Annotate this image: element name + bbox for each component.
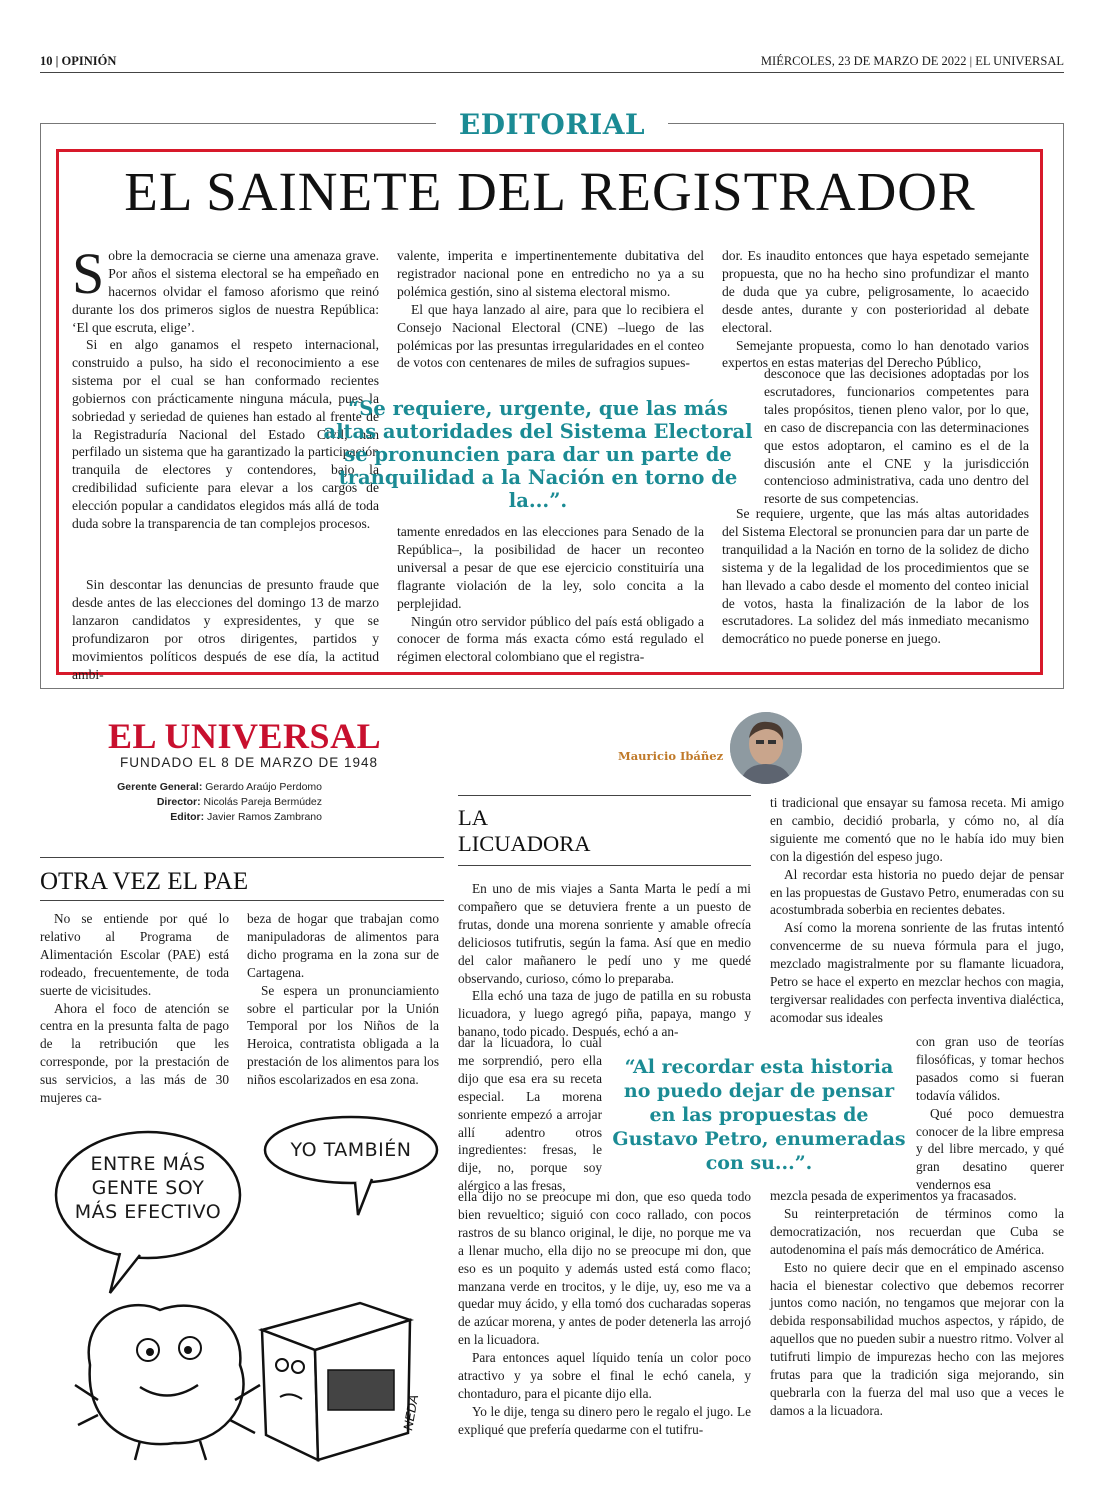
column-paragraph: con gran uso de teorías filosóficas, y tomar hechos pasados como si fueran todavía válidos.	[916, 1034, 1064, 1103]
editorial-paragraph: desconoce que las decisiones adoptadas por los escrutadores, funcionarios competentes para tales propósitos, tienen pleno valor, por lo que, en caso de discrepancia con las determinaciones que estos adoptaron, el camino es el de la discusión ante el CNE y la jurisdicción contencioso administrativa, cada uno dentro del resorte de sus competencias.	[764, 366, 1029, 507]
column-paragraph: ella dijo no se preocupe mi don, que eso queda todo bien revueltico; siguió con coco rallado, con pocos rastros de su blanco original, le dije, no porque me va a llenar mucho, ella dijo no se preocupe mi don, que eso es un poquito y además usted está como flaco; manzana verde en trocitos, y le dije, uy, eso me va a quedar muy ácido, y ella tomó dos cucharadas soperas de azúcar morena, y antes de poder detenerla las arrojó en la licuadora.	[458, 1189, 751, 1348]
staff-row	[60, 795, 322, 810]
header-date: MIÉRCOLES, 23 DE MARZO DE 2022 | EL UNIVERSAL	[760, 54, 1064, 68]
column-paragraph: mezcla pesada de experimentos ya fracasados.	[770, 1188, 1017, 1203]
column-paragraph: Al recordar esta historia no puedo dejar de pensar en las propuestas de Gustavo Petro, enumeradas con su acostumbrada soberbia en recientes debates.	[770, 866, 1064, 918]
paragraph-text: obre la democracia se cierne una amenaza grave. Por años el sistema electoral se ha empeñado en hacernos olvidar el famoso aforismo que reinó durante los dos primeros siglos de nuestra República: ‘El que escruta, elige’.	[72, 248, 379, 335]
column-paragraph: En uno de mis viajes a Santa Marta le pedí a mi compañero que se detuviera frente a un puesto de frutas, donde una morena sonriente y amable ofrecía deliciosos tutifrutis, según la fama. Así que en medio del calor mañanero le pedí uno y me quedé observando, curioso, cómo lo preparaba.	[458, 881, 751, 986]
header-rule	[40, 72, 1064, 73]
editorial-column-2-bottom	[397, 523, 704, 666]
founded-line: FUNDADO EL 8 DE MARZO DE 1948	[120, 755, 379, 770]
column-col-1-bottom	[458, 1188, 751, 1439]
editorial-column-1	[72, 241, 379, 337]
column-title-bottom-rule	[458, 865, 751, 866]
editorial-paragraph: valente, imperita e impertinentemente dubitativa del registrador nacional pone en entredicho no ya a su polémica gestión, sino al sistema electoral mismo.	[397, 248, 704, 299]
column-col-2-bottom	[770, 1187, 1064, 1420]
column-title	[458, 805, 591, 857]
editorial-paragraph: El que haya lanzado al aire, para que lo recibiera el Consejo Nacional Electoral (CNE) –luego de las polémicas por las presuntas irregularidades en el conteo de votos con centenares de miles de sufragios supues-	[397, 301, 704, 371]
ballot-box-window	[328, 1370, 394, 1410]
cartoonist-signature: NEDA	[400, 1393, 422, 1432]
pae-bottom-rule	[40, 900, 444, 901]
column-title-line: LICUADORA	[458, 831, 591, 856]
bubble-tail-left	[110, 1253, 140, 1293]
author-avatar	[730, 712, 802, 784]
pae-paragraph: Se espera un pronunciamiento sobre el particular por la Unión Temporal por los Niños de la Heroica, contratista obligada a la prestación de los alimentos para los niños escolarizados en esa zona.	[247, 982, 439, 1088]
eye-icon	[292, 1361, 304, 1373]
page-header	[40, 54, 1064, 70]
section-label: 10 | OPINIÓN	[40, 54, 117, 68]
pae-top-rule	[40, 857, 444, 858]
masthead-logo: EL UNIVERSAL	[108, 716, 382, 756]
pae-paragraph: Ahora el foco de atención se centra en la presunta falta de pago de la retribución que les corresponde, por la prestación de sus servicios, a las más de 30 mujeres ca-	[40, 1000, 229, 1106]
editorial-paragraph: dor. Es inaudito entonces que haya espetado semejante propuesta, que no ha hecho sino profundizar el manto de duda que ya cubre, peligrosamente, lo acaecido desde antes, durante y con posterioridad al debate electoral.	[722, 248, 1029, 335]
staff-row	[60, 780, 322, 795]
column-paragraph: Así como la morena sonriente de las frutas intentó convencerme de su nueva fórmula para el jugo, mezclado magistralmente por su flamante licuadora, Petro se hace el experto en mezclar hechos con magia, tergiversar realidades con perfecta inventiva dialéctica, acomodar sus ideales	[770, 920, 1064, 1025]
column-paragraph: Yo le dije, tenga su dinero pero le regalo el jugo. Le expliqué que prefería quedarme con el tutifru-	[458, 1403, 751, 1437]
editorial-paragraph: Semejante propuesta, como lo han denotado varios expertos en estas materias del Derecho Público,	[722, 337, 1029, 371]
staff-name: Gerardo Araújo Perdomo	[205, 781, 322, 793]
column-pull-quote: “Al recordar esta historia no puedo dejar de pensar en las propuestas de Gustavo Petro, enumeradas con su...”.	[612, 1056, 906, 1174]
bubble-left-text: ENTRE MÁS GENTE SOY MÁS EFECTIVO	[74, 1153, 222, 1223]
column-paragraph: dar la licuadora, lo cual me sorprendió, pero ella dijo que esa era su receta especial. La morena sonriente empezó a arrojar allí adentro otros ingredientes: fresas, le dije, no, porque soy alérgico a las fresas,	[458, 1035, 602, 1194]
column-paragraph: Qué poco demuestra conocer de la libre empresa y del libre mercado, y qué gran desatino querer vendernos esa	[916, 1105, 1064, 1193]
pae-title: OTRA VEZ EL PAE	[40, 868, 249, 895]
staff-role: Director:	[156, 796, 201, 808]
pae-paragraph: beza de hogar que trabajan como manipuladoras de alimentos para dicho programa en la zona sur de Cartagena.	[247, 911, 439, 980]
column-paragraph: Ella echó una taza de jugo de patilla en su robusta licuadora, y luego agregó piña, papaya, mango y banano, todo picado. Después, echó a an-	[458, 988, 751, 1040]
editorial-paragraph: Sin descontar las denuncias de presunto fraude que desde antes de las elecciones del domingo 13 de marzo lanzaron candidatos y expresidentes, y que se profundizaron por otros dirigentes, partidos y movimientos políticos después de ese día, la actitud ambi-	[72, 577, 379, 682]
editorial-paragraph: Ningún otro servidor público del país está obligado a conocer de forma más exacta cómo está regulado el régimen electoral colombiano que el registra-	[397, 613, 704, 665]
column-col-1-top	[458, 880, 751, 1041]
staff-row	[60, 810, 322, 825]
column-col-2-narrow	[916, 1033, 1064, 1194]
staff-name: Nicolás Pareja Bermúdez	[203, 796, 322, 808]
bubble-tail-right	[355, 1179, 372, 1215]
column-paragraph: Para entonces aquel líquido tenía un color poco atractivo y ya sobre el final le echó canela, y chontaduro, para el picante dijo ella.	[458, 1350, 751, 1401]
eye-icon	[276, 1359, 288, 1371]
editorial-headline: EL SAINETE DEL REGISTRADOR	[124, 161, 976, 222]
editorial-column-1c	[72, 576, 379, 683]
pupil-icon	[146, 1348, 154, 1356]
column-title-line: LA	[458, 805, 488, 830]
editorial-paragraph: tamente enredados en las elecciones para Senado de la República–, la posibilidad de hacer un reconteo universal a pesar de que ese ejercicio constituiría una flagrante violación de la ley, solo concita a la perplejidad.	[397, 524, 704, 611]
staff-name: Javier Ramos Zambrano	[207, 811, 322, 823]
editorial-column-3-bottom	[722, 505, 1029, 648]
staff-list	[60, 780, 322, 825]
column-paragraph: Su reinterpretación de términos como la democratización, nos recuerdan que Cuba se autodenomina el país más democrático de América.	[770, 1205, 1064, 1257]
drop-cap: S	[72, 241, 105, 306]
editorial-pull-quote: “Se requiere, urgente, que las más altas autoridades del Sistema Electoral se pronuncien para dar un parte de tranquilidad a la Nación en torno de la...”.	[323, 397, 753, 512]
pae-paragraph: No se entiende por qué lo relativo al Programa de Alimentación Escolar (PAE) está rodeado, frecuentemente, de toda suerte de vicisitudes.	[40, 911, 229, 998]
staff-role: Gerente General:	[117, 781, 203, 793]
editorial-paragraph: Se requiere, urgente, que las más altas autoridades del Sistema Electoral se pronuncien para dar un parte de tranquilidad a la Nación en torno de la solidez de dicho sistema y de la legalidad de los procedimientos que se han llevado a cabo desde el momento del conteo inicial de votos, hasta la finalización de la labor de los escrutadores. La solidez del más inmediato mecanismo democrático no puede ponerse en juego.	[722, 506, 1029, 647]
column-col-2-top	[770, 794, 1064, 1027]
column-paragraph: ti tradicional que ensayar su famosa receta. Mi amigo en cambio, decidió probarla, y cómo no, al día siguiente me comentó que no le había ido muy bien con la digestión del espeso jugo.	[770, 795, 1064, 864]
editorial-column-3-mid	[764, 365, 1029, 508]
column-author: Mauricio Ibáñez	[618, 749, 724, 763]
editorial-cartoon	[40, 1115, 444, 1470]
paragraph-text: Si en algo ganamos el respeto internacional, construido a pulso, ha sido el reconocimiento a ese sistema por el cual se han conformado recientes gobiernos con prácticamente ninguna mácula, pues la sobriedad y seriedad de quienes han estado al frente de la Registraduría Nacional del Estado Civil, han perfilado un sistema que ha garantizado la participación tranquila de electores y contendores, bajo la credibilidad suficiente para elevar a los cargos de elección popular a candidatos elegidos más allá de toda duda sobre la transparencia de tan complejos procesos.	[72, 337, 379, 532]
pae-column-2	[247, 910, 439, 1089]
avatar-portrait	[730, 712, 802, 784]
staff-role: Editor:	[170, 811, 205, 823]
editorial-paragraph	[72, 241, 379, 337]
pae-column-1	[40, 910, 229, 1107]
editorial-column-3-top	[722, 247, 1029, 372]
bubble-right-text: YO TAMBIÉN	[290, 1139, 412, 1161]
pupil-icon	[184, 1346, 192, 1354]
blob-character	[89, 1305, 244, 1444]
editorial-label: EDITORIAL	[436, 108, 668, 141]
editorial-column-2-top	[397, 247, 704, 372]
column-title-rule	[458, 795, 751, 796]
column-paragraph: Esto no quiere decir que en el empinado ascenso hacia el bienestar colectivo que debemos recorrer juntos como nación, no tengamos que mejorar con la debida responsabilidad muchos aspectos, y rápido, de aquellos que no pueden subir a nuestro ritmo. Volver al tutifruti limpio de impurezas hecho con las mejores frutas para que la tradición siga mejorando, sin quebrarla con la fuerza del mal uso que a veces le damos a la licuadora.	[770, 1259, 1064, 1418]
column-col-1-narrow	[458, 1034, 602, 1195]
